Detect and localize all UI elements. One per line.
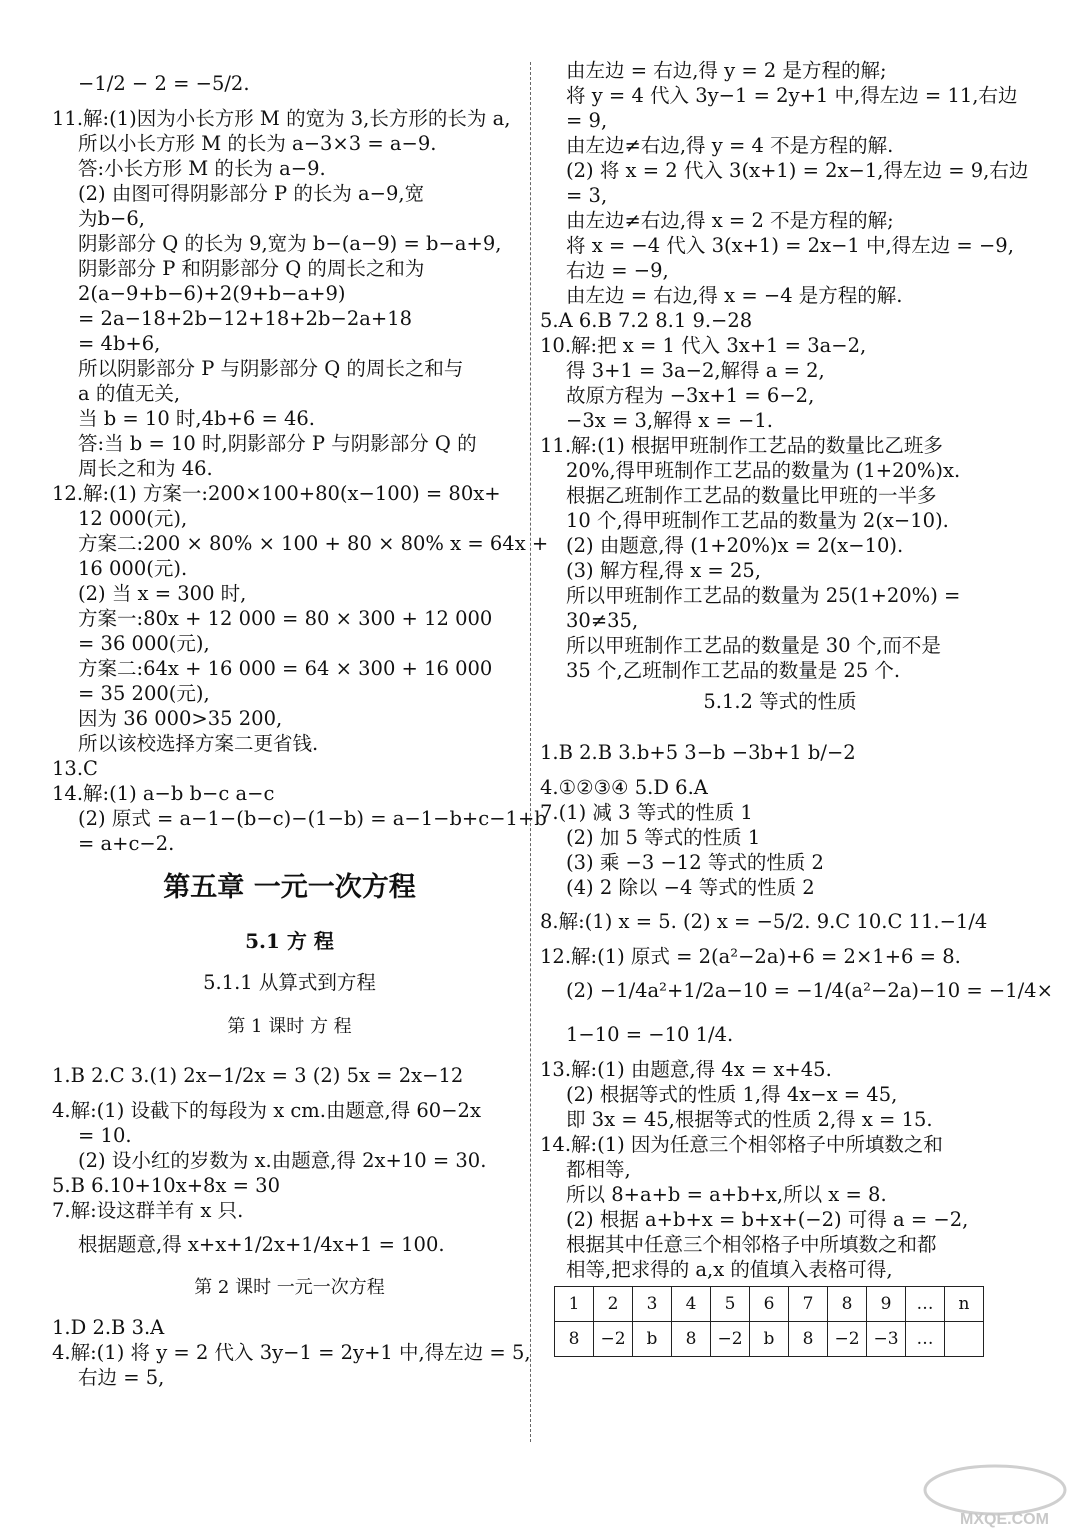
left-column [52,62,549,1390]
text-line: 12.解:(1) 方案一:200×100+80(x−100) = 80x+ [52,482,501,505]
text-line: = a+c−2. [78,832,175,855]
table-cell: −2 [711,1322,750,1357]
table-cell: 9 [867,1287,906,1322]
text-line: 4.解:(1) 设截下的每段为 x cm.由题意,得 60−2x [52,1099,481,1122]
text-line: (2) 由图可得阴影部分 P 的长为 a−9,宽 [78,182,425,205]
text-line: 所以 8+a+b = a+b+x,所以 x = 8. [566,1183,887,1206]
text-line: 5.A 6.B 7.2 8.1 9.−28 [540,309,753,332]
text-line: = 36 000(元), [78,632,210,655]
table-cell: 2 [594,1287,633,1322]
right-block-2 [540,731,1053,1282]
text-line: 由左边 = 右边,得 y = 2 是方程的解; [566,59,887,82]
table-cell: n [945,1287,984,1322]
answer-table [554,1286,984,1357]
table-cell: 4 [672,1287,711,1322]
subsection-title-2: 5.1.2 等式的性质 [703,690,857,713]
text-line: 1.B 2.B 3.b+5 3−b −3b+1 b/−2 [540,741,856,764]
text-line: 8.解:(1) x = 5. (2) x = −5/2. 9.C 10.C 11.−1/4 [540,910,988,933]
table-cell [945,1322,984,1357]
text-line: (2) −1/4a²+1/2a−10 = −1/4(a²−2a)−10 = −1/4× [566,979,1053,1002]
table-cell: −2 [828,1322,867,1357]
text-line: (2) 根据 a+b+x = b+x+(−2) 可得 a = −2, [566,1208,969,1231]
text-line: 将 x = −4 代入 3(x+1) = 2x−1 中,得左边 = −9, [566,234,1014,257]
text-line: 当 b = 10 时,4b+6 = 46. [78,407,316,430]
text-line: 13.C [52,757,98,780]
left-block-2 [52,106,549,856]
table-cell: 6 [750,1287,789,1322]
text-line: 根据乙班制作工艺品的数量比甲班的一半多 [566,484,937,507]
table-cell: 8 [555,1322,594,1357]
text-line: 右边 = −9, [566,259,669,282]
text-line: = 3, [566,184,608,207]
text-line: 所以甲班制作工艺品的数量是 30 个,而不是 [566,634,941,657]
text-line: 7.(1) 减 3 等式的性质 1 [540,801,753,824]
table-cell: 8 [789,1322,828,1357]
text-line: = 10. [78,1124,132,1147]
answer-table-row-index [555,1287,984,1322]
text-line: (3) 解方程,得 x = 25, [566,559,761,582]
text-line: 为b−6, [78,207,145,230]
text-line: 12 000(元), [78,507,188,530]
text-line: (2) 加 5 等式的性质 1 [566,826,761,849]
text-line: (2) 设小红的岁数为 x.由题意,得 2x+10 = 30. [78,1149,487,1172]
text-line: 方案二:64x + 16 000 = 64 × 300 + 16 000 [78,657,493,680]
table-cell: b [750,1322,789,1357]
text-line: 20%,得甲班制作工艺品的数量为 (1+20%)x. [566,459,961,482]
watermark-text: MXQE.COM [960,1511,1049,1528]
text-line: = 35 200(元), [78,682,210,705]
right-column [540,58,1053,1357]
text-line: (2) 当 x = 300 时, [78,582,247,605]
text-line: 30≠35, [566,609,639,632]
text-line: 根据其中任意三个相邻格子中所填数之和都 [566,1233,937,1256]
table-cell: 1 [555,1287,594,1322]
text-line: 5.B 6.10+10x+8x = 30 [52,1174,280,1197]
text-line: 得 3+1 = 3a−2,解得 a = 2, [566,359,825,382]
text-line: 1.B 2.C 3.(1) 2x−1/2x = 3 (2) 5x = 2x−12 [52,1064,464,1087]
table-cell: 8 [672,1322,711,1357]
text-line: 阴影部分 P 和阴影部分 Q 的周长之和为 [78,257,425,280]
text-line: (3) 乘 −3 −12 等式的性质 2 [566,851,824,874]
text-line: 相等,把求得的 a,x 的值填入表格可得, [566,1258,893,1281]
text-line: 所以阴影部分 P 与阴影部分 Q 的周长之和与 [78,357,464,380]
table-cell: −2 [594,1322,633,1357]
text-line: 由左边 = 右边,得 x = −4 是方程的解. [566,284,903,307]
text-line: 所以甲班制作工艺品的数量为 25(1+20%) = [566,584,961,607]
column-divider [530,62,531,1442]
text-line: 14.解:(1) a−b b−c a−c [52,782,275,805]
text-line: (2) 根据等式的性质 1,得 4x−x = 45, [566,1083,898,1106]
text-line: 11.解:(1)因为小长方形 M 的宽为 3,长方形的长为 a, [52,107,511,130]
text-line: 因为 36 000>35 200, [78,707,283,730]
text-line: 由左边≠右边,得 x = 2 不是方程的解; [566,209,894,232]
text-line: 所以该校选择方案二更省钱. [78,732,319,755]
text-line: a 的值无关, [78,382,181,405]
lesson-1-title: 第 1 课时 方 程 [227,1016,352,1037]
text-line: = 9, [566,109,608,132]
lesson-2-title: 第 2 课时 一元一次方程 [194,1277,385,1298]
left-block-1 [52,62,527,106]
text-line: 由左边≠右边,得 y = 4 不是方程的解. [566,134,894,157]
text-line: 14.解:(1) 因为任意三个相邻格子中所填数之和 [540,1133,943,1156]
text-line: 答:小长方形 M 的长为 a−9. [78,157,326,180]
text-line: 根据题意,得 x+x+1/2x+1/4x+1 = 100. [78,1233,445,1256]
text-line: = 4b+6, [78,332,161,355]
text-line: = 2a−18+2b−12+18+2b−2a+18 [78,307,413,330]
table-cell: 3 [633,1287,672,1322]
text-line: 35 个,乙班制作工艺品的数量是 25 个. [566,659,901,682]
table-cell: 7 [789,1287,828,1322]
text-line: 右边 = 5, [78,1366,165,1389]
text-line: 16 000(元). [78,557,188,580]
table-cell: 5 [711,1287,750,1322]
subsection-title: 5.1.1 从算式到方程 [203,971,376,994]
text-line: 2(a−9+b−6)+2(9+b−a+9) [78,282,346,305]
table-cell: … [906,1287,945,1322]
text-line: 4.①②③④ 5.D 6.A [540,776,708,799]
text-line: 都相等, [566,1158,631,1181]
text-line: (4) 2 除以 −4 等式的性质 2 [566,876,815,899]
text-line: 7.解:设这群羊有 x 只. [52,1199,244,1222]
text-line: (2) 将 x = 2 代入 3(x+1) = 2x−1,得左边 = 9,右边 [566,159,1029,182]
text-line: 4.解:(1) 将 y = 2 代入 3y−1 = 2y+1 中,得左边 = 5, [52,1341,531,1364]
text-line: 1.D 2.B 3.A [52,1316,165,1339]
table-cell: 8 [828,1287,867,1322]
text-line: (2) 原式 = a−1−(b−c)−(1−b) = a−1−b+c−1+b [78,807,547,830]
text-line: 10.解:把 x = 1 代入 3x+1 = 3a−2, [540,334,867,357]
text-line: 方案一:80x + 12 000 = 80 × 300 + 12 000 [78,607,493,630]
text-line: −3x = 3,解得 x = −1. [566,409,773,432]
chapter-title: 第五章 一元一次方程 [163,872,416,903]
text-line: 故原方程为 −3x+1 = 6−2, [566,384,815,407]
table-cell: −3 [867,1322,906,1357]
table-cell: … [906,1322,945,1357]
text-line: (2) 由题意,得 (1+20%)x = 2(x−10). [566,534,904,557]
text-line: 所以小长方形 M 的长为 a−3×3 = a−9. [78,132,437,155]
text-line: −1/2 − 2 = −5/2. [78,72,250,95]
table-cell: b [633,1322,672,1357]
left-block-4 [52,1315,531,1390]
text-line: 方案二:200 × 80% × 100 + 80 × 80% x = 64x + [78,532,549,555]
text-line: 10 个,得甲班制作工艺品的数量为 2(x−10). [566,509,949,532]
text-line: 13.解:(1) 由题意,得 4x = x+45. [540,1058,832,1081]
section-title: 5.1 方 程 [245,929,334,953]
text-line: 11.解:(1) 根据甲班制作工艺品的数量比乙班多 [540,434,943,457]
text-line: 阴影部分 Q 的长为 9,宽为 b−(a−9) = b−a+9, [78,232,502,255]
text-line: 12.解:(1) 原式 = 2(a²−2a)+6 = 2×1+6 = 8. [540,945,961,968]
text-line: 周长之和为 46. [78,457,213,480]
text-line: 即 3x = 45,根据等式的性质 2,得 x = 15. [566,1108,933,1131]
answer-table-row-value [555,1322,984,1357]
watermark-logo [900,1460,1070,1532]
text-line: 答:当 b = 10 时,阴影部分 P 与阴影部分 Q 的 [78,432,477,455]
text-line: 1−10 = −10 1/4. [566,1023,734,1046]
right-block-1 [540,58,1029,683]
text-line: 将 y = 4 代入 3y−1 = 2y+1 中,得左边 = 11,右边 [566,84,1018,107]
left-block-3 [52,1054,527,1267]
